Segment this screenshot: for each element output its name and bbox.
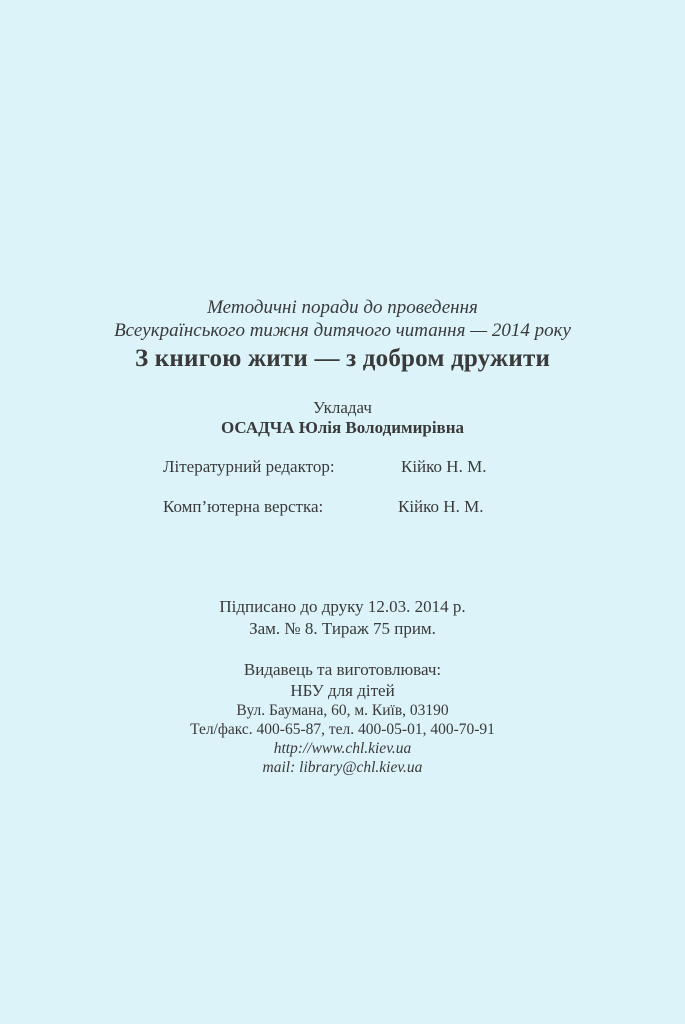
publisher-name: НБУ для дітей — [290, 681, 395, 700]
book-title: З книгою жити — з добром дружити — [134, 345, 551, 372]
publisher-mail: mail: library@chl.kiev.ua — [262, 759, 423, 776]
subtitle-line-2: Всеукраїнського тижня дитячого читання — 2014 року — [114, 320, 571, 341]
credit-person-editor: Кійко Н. М. — [401, 457, 487, 476]
credit-role-layout: Комп’ютерна верстка: — [163, 497, 324, 516]
publisher-label: Видавець та виготовлювач: — [243, 660, 442, 679]
compiler-label: Укладач — [313, 398, 372, 417]
publisher-address: Вул. Баумана, 60, м. Київ, 03190 — [236, 702, 449, 719]
compiler-name: ОСАДЧА Юлія Володимирівна — [220, 418, 465, 437]
order-circulation: Зам. № 8. Тираж 75 прим. — [249, 619, 436, 638]
credit-role-editor: Літературний редактор: — [163, 457, 335, 476]
signed-for-print: Підписано до друку 12.03. 2014 р. — [219, 597, 466, 616]
credit-person-layout: Кійко Н. М. — [398, 497, 484, 516]
subtitle-line-1: Методичні поради до проведення — [207, 297, 478, 318]
publisher-url: http://www.chl.kiev.ua — [273, 740, 412, 757]
publisher-phones: Тел/факс. 400-65-87, тел. 400-05-01, 400-70-91 — [190, 721, 495, 738]
